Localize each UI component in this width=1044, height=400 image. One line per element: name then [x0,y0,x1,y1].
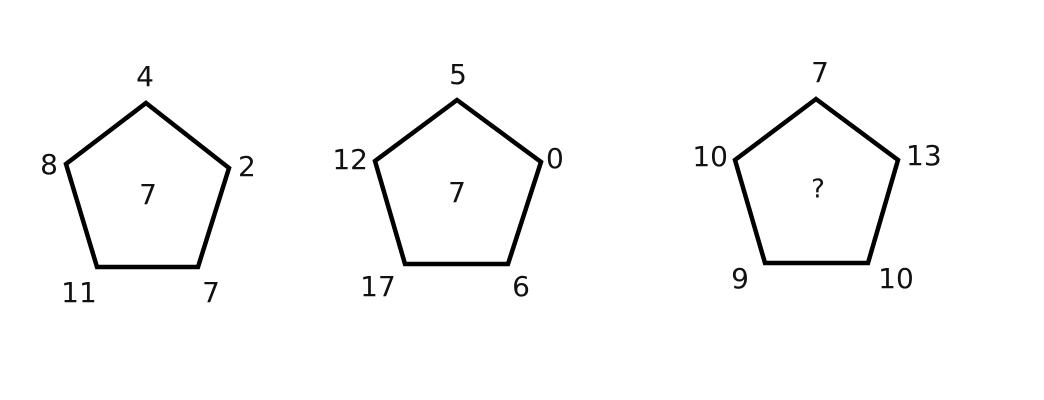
pentagon-3-vertex-top: 7 [811,56,829,89]
pentagon-1-vertex-bottom-right: 7 [202,276,220,309]
pentagon-1-vertex-bottom-left: 11 [61,276,97,309]
pentagon-2-vertex-left: 12 [332,143,368,176]
pentagon-2-vertex-top: 5 [449,58,467,91]
pentagon-2-vertex-bottom-left: 17 [360,270,396,303]
pentagon-2 [332,58,563,303]
pentagon-3-vertex-bottom-right: 10 [878,262,914,295]
pentagon-3-vertex-right: 13 [906,139,942,172]
pentagon-2-vertex-bottom-right: 6 [512,270,530,303]
pentagon-1-vertex-top: 4 [136,60,154,93]
pentagon-3 [692,56,941,295]
pentagon-1-center-value: 7 [139,178,157,211]
pentagon-1-vertex-right: 2 [238,150,256,183]
pentagon-3-vertex-left: 10 [692,140,728,173]
pentagon-2-vertex-right: 0 [546,142,564,175]
pentagon-3-center-unknown: ? [811,174,825,205]
pentagon-1 [40,60,256,309]
pentagon-3-vertex-bottom-left: 9 [731,262,749,295]
pentagon-1-vertex-left: 8 [40,148,58,181]
pentagon-2-center-value: 7 [448,176,466,209]
